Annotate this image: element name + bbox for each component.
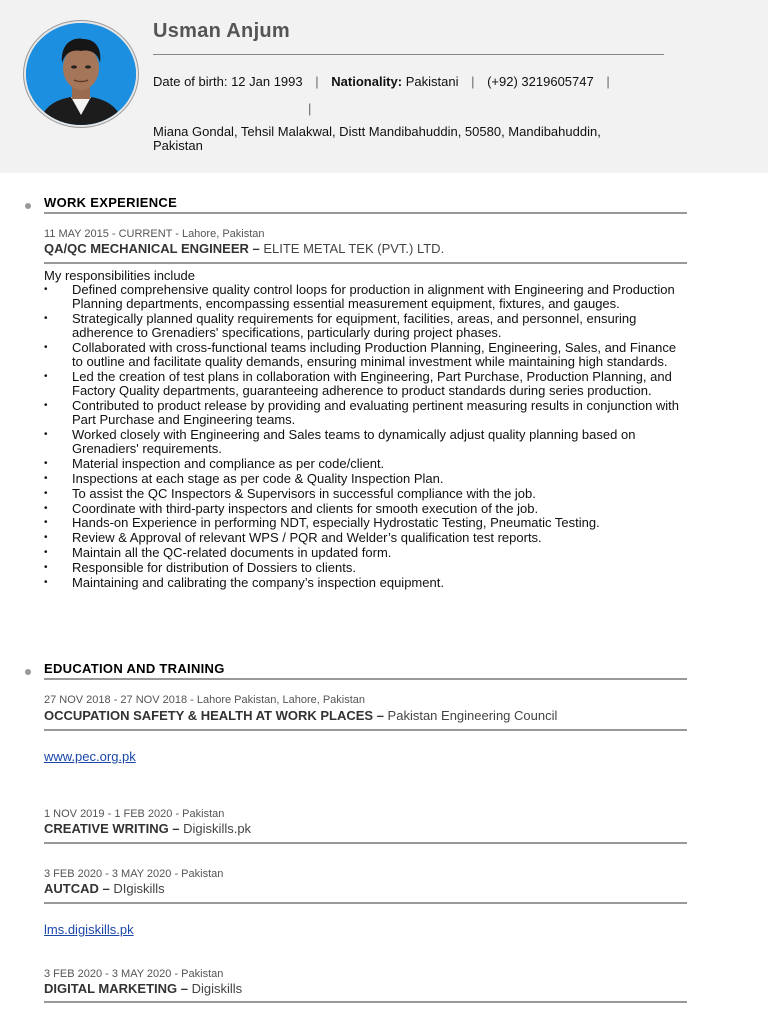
list-item: • Maintaining and calibrating the company’s inspection equipment. bbox=[44, 576, 684, 590]
phone-number: (+92) 3219605747 bbox=[487, 74, 594, 89]
education-course: DIGITAL MARKETING – bbox=[44, 981, 188, 996]
address: Miana Gondal, Tehsil Malakwal, Distt Mandibahuddin, 50580, Mandibahuddin, Pakistan bbox=[153, 124, 601, 153]
entry-divider bbox=[44, 842, 687, 844]
personal-info-line bbox=[153, 74, 619, 89]
entry-divider bbox=[44, 729, 687, 731]
list-item: • Responsible for distribution of Dossiers to clients. bbox=[44, 561, 684, 575]
list-item: • Inspections at each stage as per code & Quality Inspection Plan. bbox=[44, 472, 684, 486]
dob-label: Date of birth: bbox=[153, 74, 228, 89]
education-meta: 27 NOV 2018 - 27 NOV 2018 - Lahore Pakistan, Lahore, Pakistan bbox=[44, 694, 366, 706]
education-title bbox=[44, 708, 557, 723]
education-course: OCCUPATION SAFETY & HEALTH AT WORK PLACES – bbox=[44, 708, 384, 723]
education-org: Digiskills bbox=[187, 981, 243, 996]
education-course: CREATIVE WRITING – bbox=[44, 821, 180, 836]
list-item: • To assist the QC Inspectors & Supervisors in successful compliance with the job. bbox=[44, 487, 684, 501]
nationality-value: Pakistani bbox=[405, 74, 459, 89]
profile-header bbox=[0, 0, 768, 173]
education-org: Pakistan Engineering Council bbox=[383, 708, 558, 723]
list-item: • Collaborated with cross-functional teams including Production Planning, Engineering, Sales, and Finance to outline and facilitate quality demands, ensuring minimal investment while maintaining high standards. bbox=[44, 341, 684, 369]
entry-divider bbox=[44, 902, 687, 904]
pec-website-link[interactable]: www.pec.org.pk bbox=[44, 749, 136, 764]
list-item: • Worked closely with Engineering and Sales teams to dynamically adjust quality planning based on Grenadiers' requirements. bbox=[44, 428, 684, 456]
list-item: • Maintain all the QC-related documents in updated form. bbox=[44, 546, 684, 560]
list-item: • Hands-on Experience in performing NDT, especially Hydrostatic Testing, Pneumatic Testing. bbox=[44, 516, 684, 530]
candidate-name: Usman Anjum bbox=[153, 20, 291, 42]
profile-photo bbox=[24, 21, 138, 127]
list-item: • Review & Approval of relevant WPS / PQR and Welder’s qualification test reports. bbox=[44, 531, 684, 545]
digiskills-lms-link[interactable]: lms.digiskills.pk bbox=[44, 922, 134, 937]
list-item: • Strategically planned quality requirements for equipment, facilities, areas, and personnel, ensuring adherence to Grenadiers' specifications, particularly during project phases. bbox=[44, 312, 684, 340]
entry-divider bbox=[44, 1001, 687, 1003]
section-divider bbox=[44, 212, 687, 214]
section-bullet-icon bbox=[25, 203, 31, 209]
work-experience-heading: WORK EXPERIENCE bbox=[44, 195, 178, 210]
education-meta: 3 FEB 2020 - 3 MAY 2020 - Pakistan bbox=[44, 968, 224, 980]
job-company: ELITE METAL TEK (PVT.) LTD. bbox=[259, 241, 445, 256]
education-title bbox=[44, 881, 165, 896]
responsibilities-intro: My responsibilities include bbox=[44, 268, 196, 283]
list-item: • Defined comprehensive quality control loops for production in alignment with Engineering and Production Planning departments, encompassing essential measurement equipment, fixtures, and gauges. bbox=[44, 283, 684, 311]
section-bullet-icon bbox=[25, 669, 31, 675]
entry-divider bbox=[44, 262, 687, 264]
job-meta: 11 MAY 2015 - CURRENT - Lahore, Pakistan bbox=[44, 228, 265, 240]
separator: | bbox=[315, 74, 319, 89]
education-heading: EDUCATION AND TRAINING bbox=[44, 661, 225, 676]
responsibilities-list bbox=[44, 283, 684, 590]
education-org: Digiskills.pk bbox=[179, 821, 252, 836]
person-photo-icon bbox=[26, 23, 136, 125]
list-item: • Coordinate with third-party inspectors and clients for smooth execution of the job. bbox=[44, 502, 684, 516]
education-meta: 1 NOV 2019 - 1 FEB 2020 - Pakistan bbox=[44, 808, 225, 820]
separator: | bbox=[471, 74, 475, 89]
responsibilities bbox=[44, 269, 684, 590]
name-divider bbox=[153, 54, 664, 55]
section-divider bbox=[44, 678, 687, 680]
list-item: • Material inspection and compliance as per code/client. bbox=[44, 457, 684, 471]
education-meta: 3 FEB 2020 - 3 MAY 2020 - Pakistan bbox=[44, 868, 224, 880]
dob-value: 12 Jan 1993 bbox=[231, 74, 303, 89]
nationality-label: Nationality: bbox=[331, 74, 403, 89]
education-title bbox=[44, 981, 242, 996]
education-course: AUTCAD – bbox=[44, 881, 110, 896]
education-title bbox=[44, 821, 251, 836]
list-item: • Led the creation of test plans in collaboration with Engineering, Part Purchase, Production Planning, and Factory Quality departments, guaranteeing adherence to product standards during series production. bbox=[44, 370, 684, 398]
separator: | bbox=[308, 101, 312, 116]
separator: | bbox=[606, 74, 610, 89]
education-org: DIgiskills bbox=[109, 881, 165, 896]
job-title bbox=[44, 241, 444, 256]
list-item: • Contributed to product release by providing and evaluating pertinent measuring results in conjunction with Part Purchase and Engineering teams. bbox=[44, 399, 684, 427]
job-role: QA/QC MECHANICAL ENGINEER – bbox=[44, 241, 260, 256]
